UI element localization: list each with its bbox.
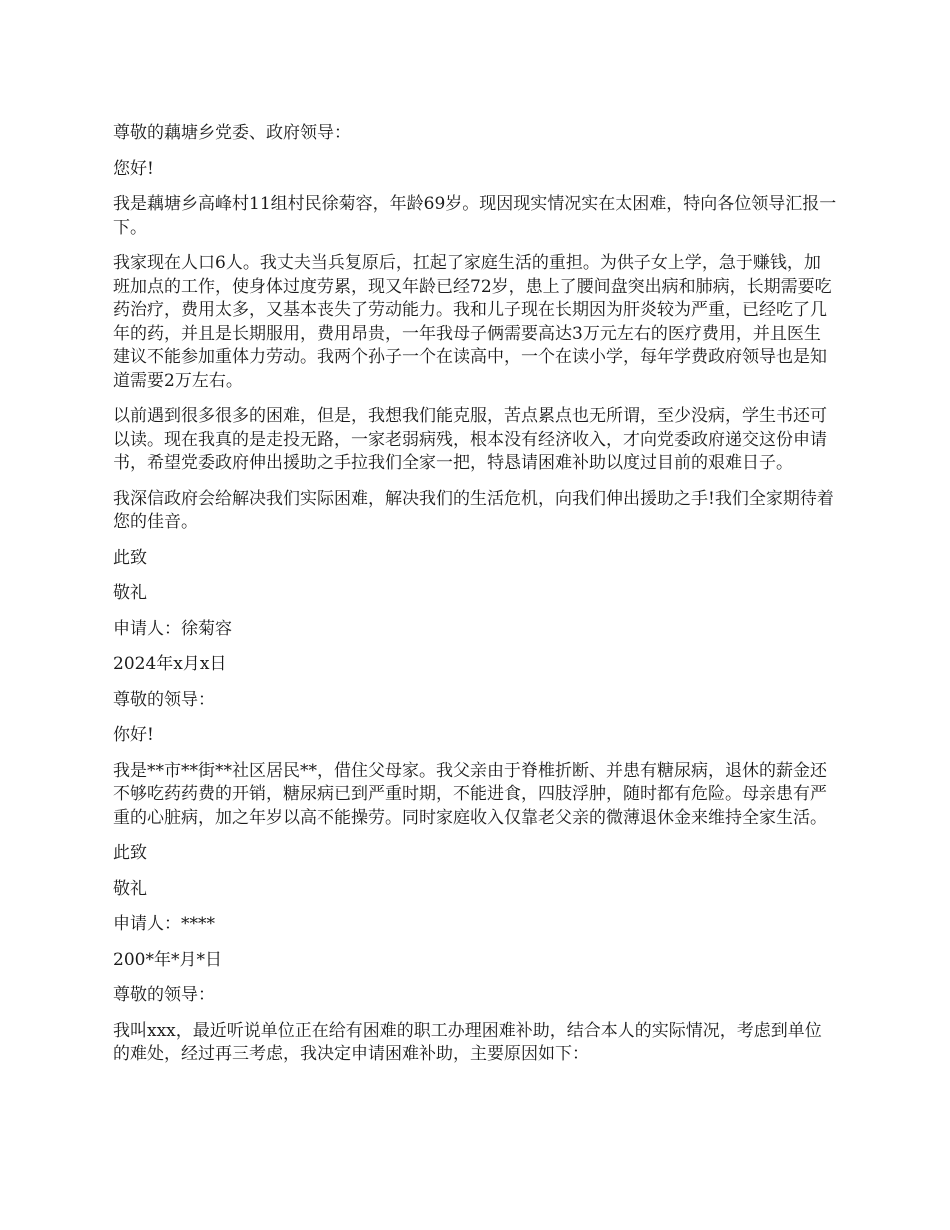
letter1-paragraph-3: 以前遇到很多很多的困难，但是，我想我们能克服，苦点累点也无所谓，至少没病，学生书还可以读。现在我真的是走投无路，一家老弱病残，根本没有经济收入，才向党委政府递交这份申请书，希望党委政府伸出援助之手拉我们全家一把，特恳请困难补助以度过目前的艰难日子。 (113, 406, 827, 473)
letter2-closing-2: 敬礼 (113, 878, 147, 899)
letter1-closing-1: 此致 (113, 547, 147, 568)
letter2-applicant: 申请人：**** (113, 914, 215, 934)
letter3-salutation: 尊敬的领导： (113, 985, 215, 1005)
letter2-greeting: 你好! (113, 725, 154, 745)
letter1-closing-2: 敬礼 (113, 583, 147, 603)
letter1-date: 2024年x月x日 (113, 654, 227, 674)
letter2-paragraph-1: 我是**市**街**社区居民**，借住父母家。我父亲由于脊椎折断、并患有糖尿病，退休的薪金还不够吃药药费的开销，糖尿病已到严重时期，不能进食，四肢浮肿，随时都有危险。母亲患有严重的心脏病，加之年岁以高不能操劳。同时家庭收入仅靠老父亲的微薄退休金来维持全家生活。 (113, 760, 827, 828)
letter2-date: 200*年*月*日 (113, 949, 222, 970)
letter1-paragraph-4: 我深信政府会给解决我们实际困难，解决我们的生活危机，向我们伸出援助之手!我们全家期待着您的佳音。 (113, 488, 834, 532)
letter2-salutation: 尊敬的领导： (113, 689, 215, 710)
letter2-closing-1: 此致 (113, 843, 147, 863)
letter1-applicant: 申请人：徐菊容 (113, 618, 232, 639)
document-body (113, 122, 837, 1079)
letter1-salutation: 尊敬的藕塘乡党委、政府领导： (113, 123, 351, 143)
letter3-paragraph-1: 我叫xxx，最近听说单位正在给有困难的职工办理困难补助，结合本人的实际情况，考虑到单位的难处，经过再三考虑，我决定申请困难补助，主要原因如下： (113, 1020, 822, 1064)
letter1-paragraph-1: 我是藕塘乡高峰村11组村民徐菊容，年龄69岁。现因现实情况实在太困难，特向各位领导汇报一下。 (113, 194, 837, 238)
letter1-paragraph-2: 我家现在人口6人。我丈夫当兵复原后，扛起了家庭生活的重担。为供子女上学，急于赚钱，加班加点的工作，使身体过度劳累，现又年龄已经72岁，患上了腰间盘突出病和肺病，长期需要吃药治疗，费用太多，又基本丧失了劳动能力。我和儿子现在长期因为肝炎较为严重，已经吃了几年的药，并且是长期服用，费用昂贵，一年我母子俩需要高达3万元左右的医疗费用，并且医生建议不能参加重体力劳动。我两个孙子一个在读高中，一个在读小学，每年学费政府领导也是知道需要2万左右。 (113, 253, 832, 391)
letter1-greeting: 您好! (113, 158, 154, 179)
